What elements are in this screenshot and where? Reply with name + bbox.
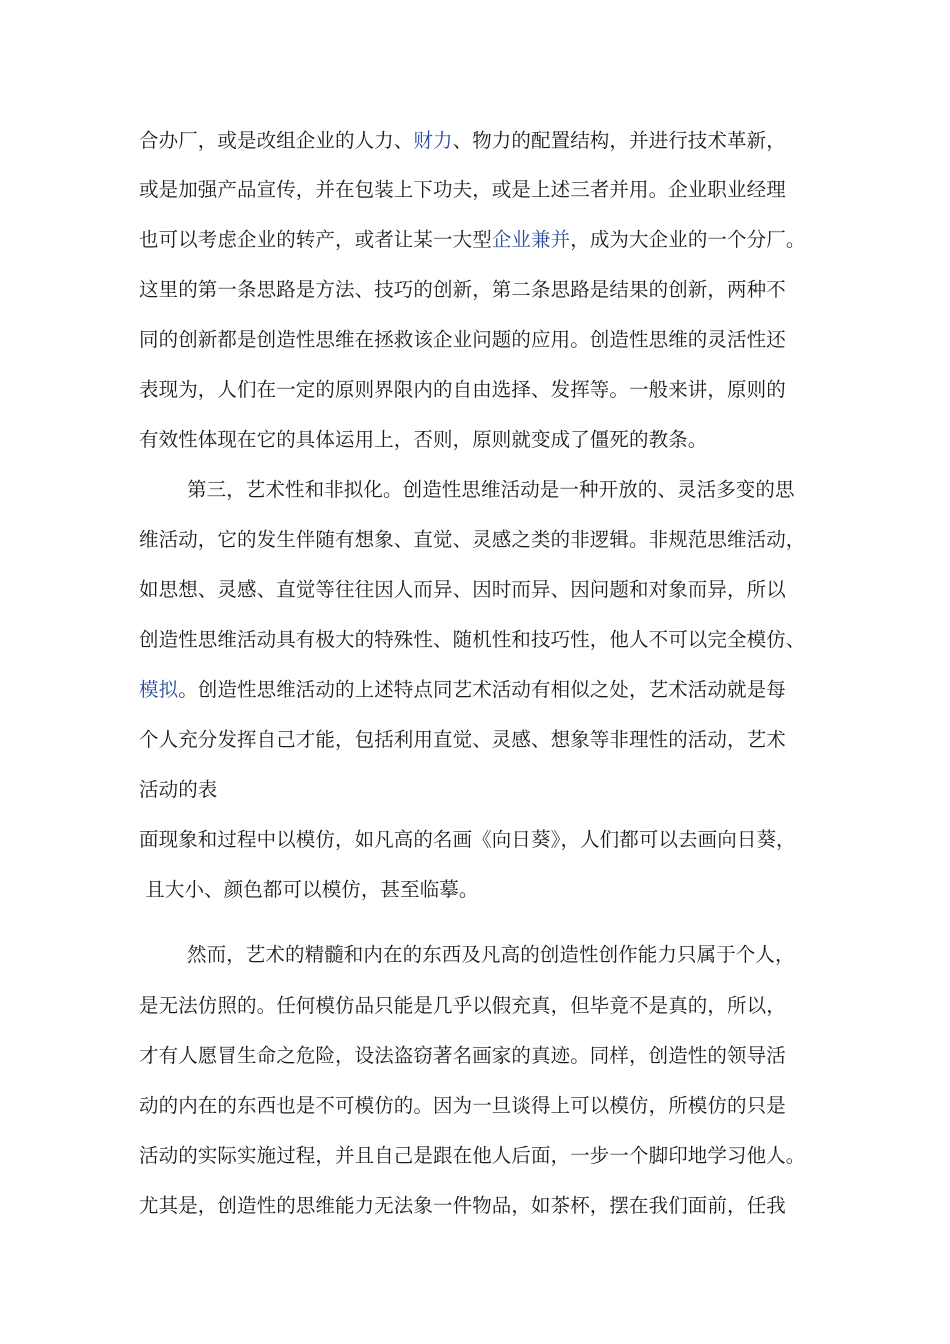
text-segment: 。创造性思维活动的上述特点同艺术活动有相似之处，艺术活动就是每 bbox=[178, 678, 786, 701]
text-line-1 bbox=[139, 128, 786, 154]
text-segment: 创造性思维活动具有极大的特殊性、随机性和技巧性，他人不可以完全模仿、 bbox=[139, 628, 806, 651]
text-segment: 或是加强产品宣传，并在包装上下功夫，或是上述三者并用。企业职业经理 bbox=[139, 178, 786, 201]
text-segment: 尤其是，创造性的思维能力无法象一件物品，如茶杯，摆在我们面前，任我 bbox=[139, 1194, 786, 1217]
text-segment: 面现象和过程中以模仿，如凡高的名画《向日葵》，人们都可以去画向日葵， bbox=[139, 828, 796, 851]
link-enterprise-merger[interactable]: 企业兼并 bbox=[491, 228, 571, 251]
text-segment: 且大小、颜色都可以模仿，甚至临摹。 bbox=[139, 878, 479, 901]
text-line-16 bbox=[139, 877, 479, 903]
text-line-21 bbox=[139, 1143, 805, 1169]
text-segment: 这里的第一条思路是方法、技巧的创新，第二条思路是结果的创新，两种不 bbox=[139, 278, 786, 301]
text-line-7 bbox=[139, 427, 707, 453]
text-segment: 活动的表 bbox=[139, 778, 218, 801]
text-line-15 bbox=[139, 827, 796, 853]
text-line-8 bbox=[187, 477, 795, 503]
text-line-13 bbox=[139, 727, 786, 753]
text-segment: 活动的实际实施过程，并且自己是跟在他人后面，一步一个脚印地学习他人。 bbox=[139, 1144, 806, 1167]
text-segment: 表现为，人们在一定的原则界限内的自由选择、发挥等。一般来讲，原则的 bbox=[139, 378, 786, 401]
text-segment: 个人充分发挥自己才能，包括利用直觉、灵感、想象等非理性的活动，艺术 bbox=[139, 728, 786, 751]
link-finance[interactable]: 财力 bbox=[413, 129, 453, 152]
text-line-19 bbox=[139, 1043, 786, 1069]
text-line-12 bbox=[139, 677, 786, 703]
text-line-4 bbox=[139, 277, 786, 303]
text-segment: 有效性体现在它的具体运用上，否则，原则就变成了僵死的教条。 bbox=[139, 428, 708, 451]
text-segment: 是无法仿照的。任何模仿品只能是几乎以假充真，但毕竟不是真的，所以， bbox=[139, 994, 786, 1017]
text-line-2 bbox=[139, 177, 786, 203]
text-line-22 bbox=[139, 1193, 786, 1219]
text-line-17 bbox=[187, 942, 795, 968]
text-line-9 bbox=[139, 527, 805, 553]
text-line-3 bbox=[139, 227, 805, 253]
text-line-10 bbox=[139, 577, 786, 603]
text-line-11 bbox=[139, 627, 805, 653]
text-line-18 bbox=[139, 993, 786, 1019]
link-simulation[interactable]: 模拟 bbox=[139, 678, 179, 701]
text-segment: 、物力的配置结构，并进行技术革新， bbox=[452, 129, 786, 152]
text-segment: 也可以考虑企业的转产，或者让某一大型 bbox=[139, 228, 492, 251]
text-segment: 同的创新都是创造性思维在拯救该企业问题的应用。创造性思维的灵活性还 bbox=[139, 328, 786, 351]
text-segment: 然而，艺术的精髓和内在的东西及凡高的创造性创作能力只属于个人， bbox=[187, 943, 795, 966]
text-segment: 如思想、灵感、直觉等往往因人而异、因时而异、因问题和对象而异，所以 bbox=[139, 578, 786, 601]
text-segment: 才有人愿冒生命之危险，设法盗窃著名画家的真迹。同样，创造性的领导活 bbox=[139, 1044, 786, 1067]
text-line-5 bbox=[139, 327, 786, 353]
text-segment: 维活动，它的发生伴随有想象、直觉、灵感之类的非逻辑。非规范思维活动， bbox=[139, 528, 806, 551]
text-segment: 第三，艺术性和非拟化。创造性思维活动是一种开放的、灵活多变的思 bbox=[187, 478, 795, 501]
text-segment: 合办厂，或是改组企业的人力、 bbox=[139, 129, 414, 152]
text-segment: 动的内在的东西也是不可模仿的。因为一旦谈得上可以模仿，所模仿的只是 bbox=[139, 1094, 786, 1117]
text-line-20 bbox=[139, 1093, 786, 1119]
text-segment: ，成为大企业的一个分厂。 bbox=[570, 228, 806, 251]
text-line-6 bbox=[139, 377, 786, 403]
text-line-14 bbox=[139, 777, 217, 803]
